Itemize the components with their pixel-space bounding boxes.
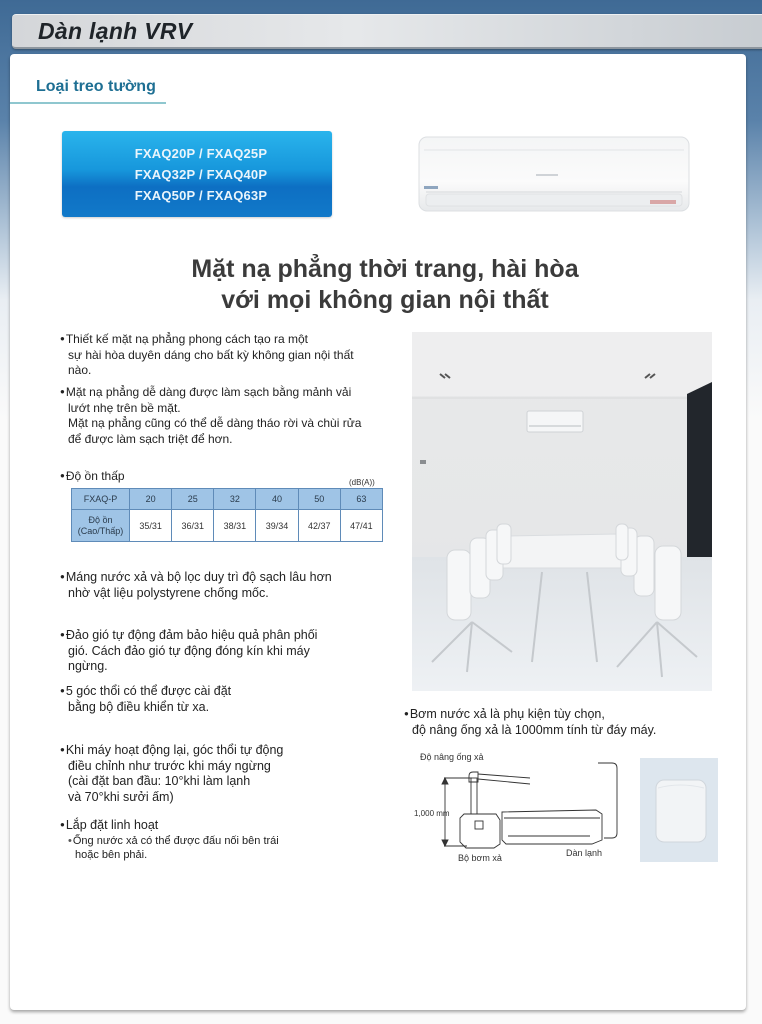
feature-panel-design (60, 331, 390, 379)
table-header-row (72, 489, 383, 510)
diagram-indoor-label: Dàn lạnh (566, 848, 603, 858)
feature-text: sự hài hòa duyên dáng cho bất kỳ không gian nội thất (68, 347, 354, 362)
diagram-lift-label: Độ nâng ống xả (420, 752, 484, 762)
feature-five-angles (60, 683, 390, 715)
drain-pump-photo (640, 758, 718, 862)
diagram-pump-label: Bộ bơm xả (458, 853, 502, 863)
headline-line: với mọi không gian nội thất (221, 286, 549, 314)
model-line: FXAQ20P / FXAQ25P (134, 145, 268, 161)
model-list-box (62, 131, 332, 217)
table-header-cell: 40 (256, 489, 298, 510)
feature-text: ● Bơm nước xả là phụ kiện tùy chọn, (404, 706, 724, 723)
feature-text: Mặt nạ phẳng cũng có thể dễ dàng tháo rời và chùi rửa (68, 416, 362, 430)
feature-auto-swing (60, 627, 390, 675)
meeting-room-photo (412, 332, 712, 691)
table-header-cell: 63 (340, 489, 382, 510)
table-row (72, 510, 383, 542)
feature-text: ● Máng nước xả và bộ lọc duy trì độ sạch lâu hơn (60, 569, 390, 586)
feature-text: bằng bộ điều khiển từ xa. (68, 699, 210, 714)
feature-text: (cài đặt ban đầu: 10°khi làm lạnh (68, 774, 251, 788)
row-label-line: (Cao/Thấp) (77, 525, 124, 536)
table-header-cell: 25 (172, 489, 214, 510)
feature-text: điều chỉnh như trước khi máy ngừng (68, 758, 271, 773)
feature-text: nào. (68, 363, 92, 377)
feature-text: ● Thiết kế mặt nạ phẳng phong cách tạo ra một (60, 331, 390, 348)
noise-table (71, 488, 383, 542)
feature-panel-cleaning (60, 384, 390, 447)
feature-text: lướt nhẹ trên bề mặt. (68, 400, 181, 415)
feature-drain-pan (60, 569, 390, 601)
wall-unit-image (418, 136, 690, 212)
pump-note (404, 706, 724, 738)
table-cell: 42/37 (298, 510, 340, 542)
noise-title: ● Độ ồn thấp (60, 469, 125, 483)
feature-text: hoặc bên phải. (75, 848, 148, 861)
feature-text: độ nâng ống xả là 1000mm tính từ đáy máy. (412, 722, 657, 737)
row-label-line: Độ ồn (88, 514, 113, 525)
model-line: FXAQ50P / FXAQ63P (134, 187, 268, 203)
feature-install (60, 817, 390, 862)
feature-title: ● Lắp đặt linh hoạt (60, 817, 390, 834)
feature-text: nhờ vật liệu polystyrene chống mốc. (68, 585, 269, 600)
table-header-cell: 32 (214, 489, 256, 510)
table-cell: 35/31 (130, 510, 172, 542)
feature-restart (60, 742, 390, 805)
feature-text: gió. Cách đảo gió tự động đóng kín khi máy (68, 643, 310, 658)
table-cell: 38/31 (214, 510, 256, 542)
feature-text: để được làm sạch triệt để hơn. (68, 431, 233, 446)
feature-text: ● Khi máy hoạt động lại, góc thổi tự động (60, 742, 390, 759)
table-header-cell: 50 (298, 489, 340, 510)
noise-unit: (dB(A)) (349, 478, 375, 487)
table-header-cell: 20 (130, 489, 172, 510)
table-cell: 39/34 (256, 510, 298, 542)
feature-text: và 70°khi sưởi ấm) (68, 789, 174, 804)
table-cell: 36/31 (172, 510, 214, 542)
table-header-cell: FXAQ-P (72, 489, 130, 510)
diagram-height-label: 1,000 mm (414, 809, 450, 818)
table-cell: 47/41 (340, 510, 382, 542)
table-row-label (72, 510, 130, 542)
feature-text: ● Mặt nạ phẳng dễ dàng được làm sạch bằng mảnh vải (60, 384, 390, 401)
page-title: Dàn lạnh VRV (38, 18, 193, 44)
section-label: Loại treo tường (36, 78, 156, 95)
feature-text: ● 5 góc thổi có thể được cài đặt (60, 683, 390, 700)
model-line: FXAQ32P / FXAQ40P (134, 166, 268, 182)
feature-text: ● Đảo gió tự động đảm bảo hiệu quả phân phối (60, 627, 390, 644)
headline (100, 254, 670, 316)
headline-line: Mặt nạ phẳng thời trang, hài hòa (191, 255, 579, 283)
drain-lift-diagram (412, 748, 632, 870)
page-header-bar (12, 14, 762, 49)
section-underline (10, 102, 166, 104)
feature-text: • Ống nước xả có thể được đấu nối bên trái (60, 834, 390, 848)
feature-text: ngừng. (68, 659, 108, 673)
